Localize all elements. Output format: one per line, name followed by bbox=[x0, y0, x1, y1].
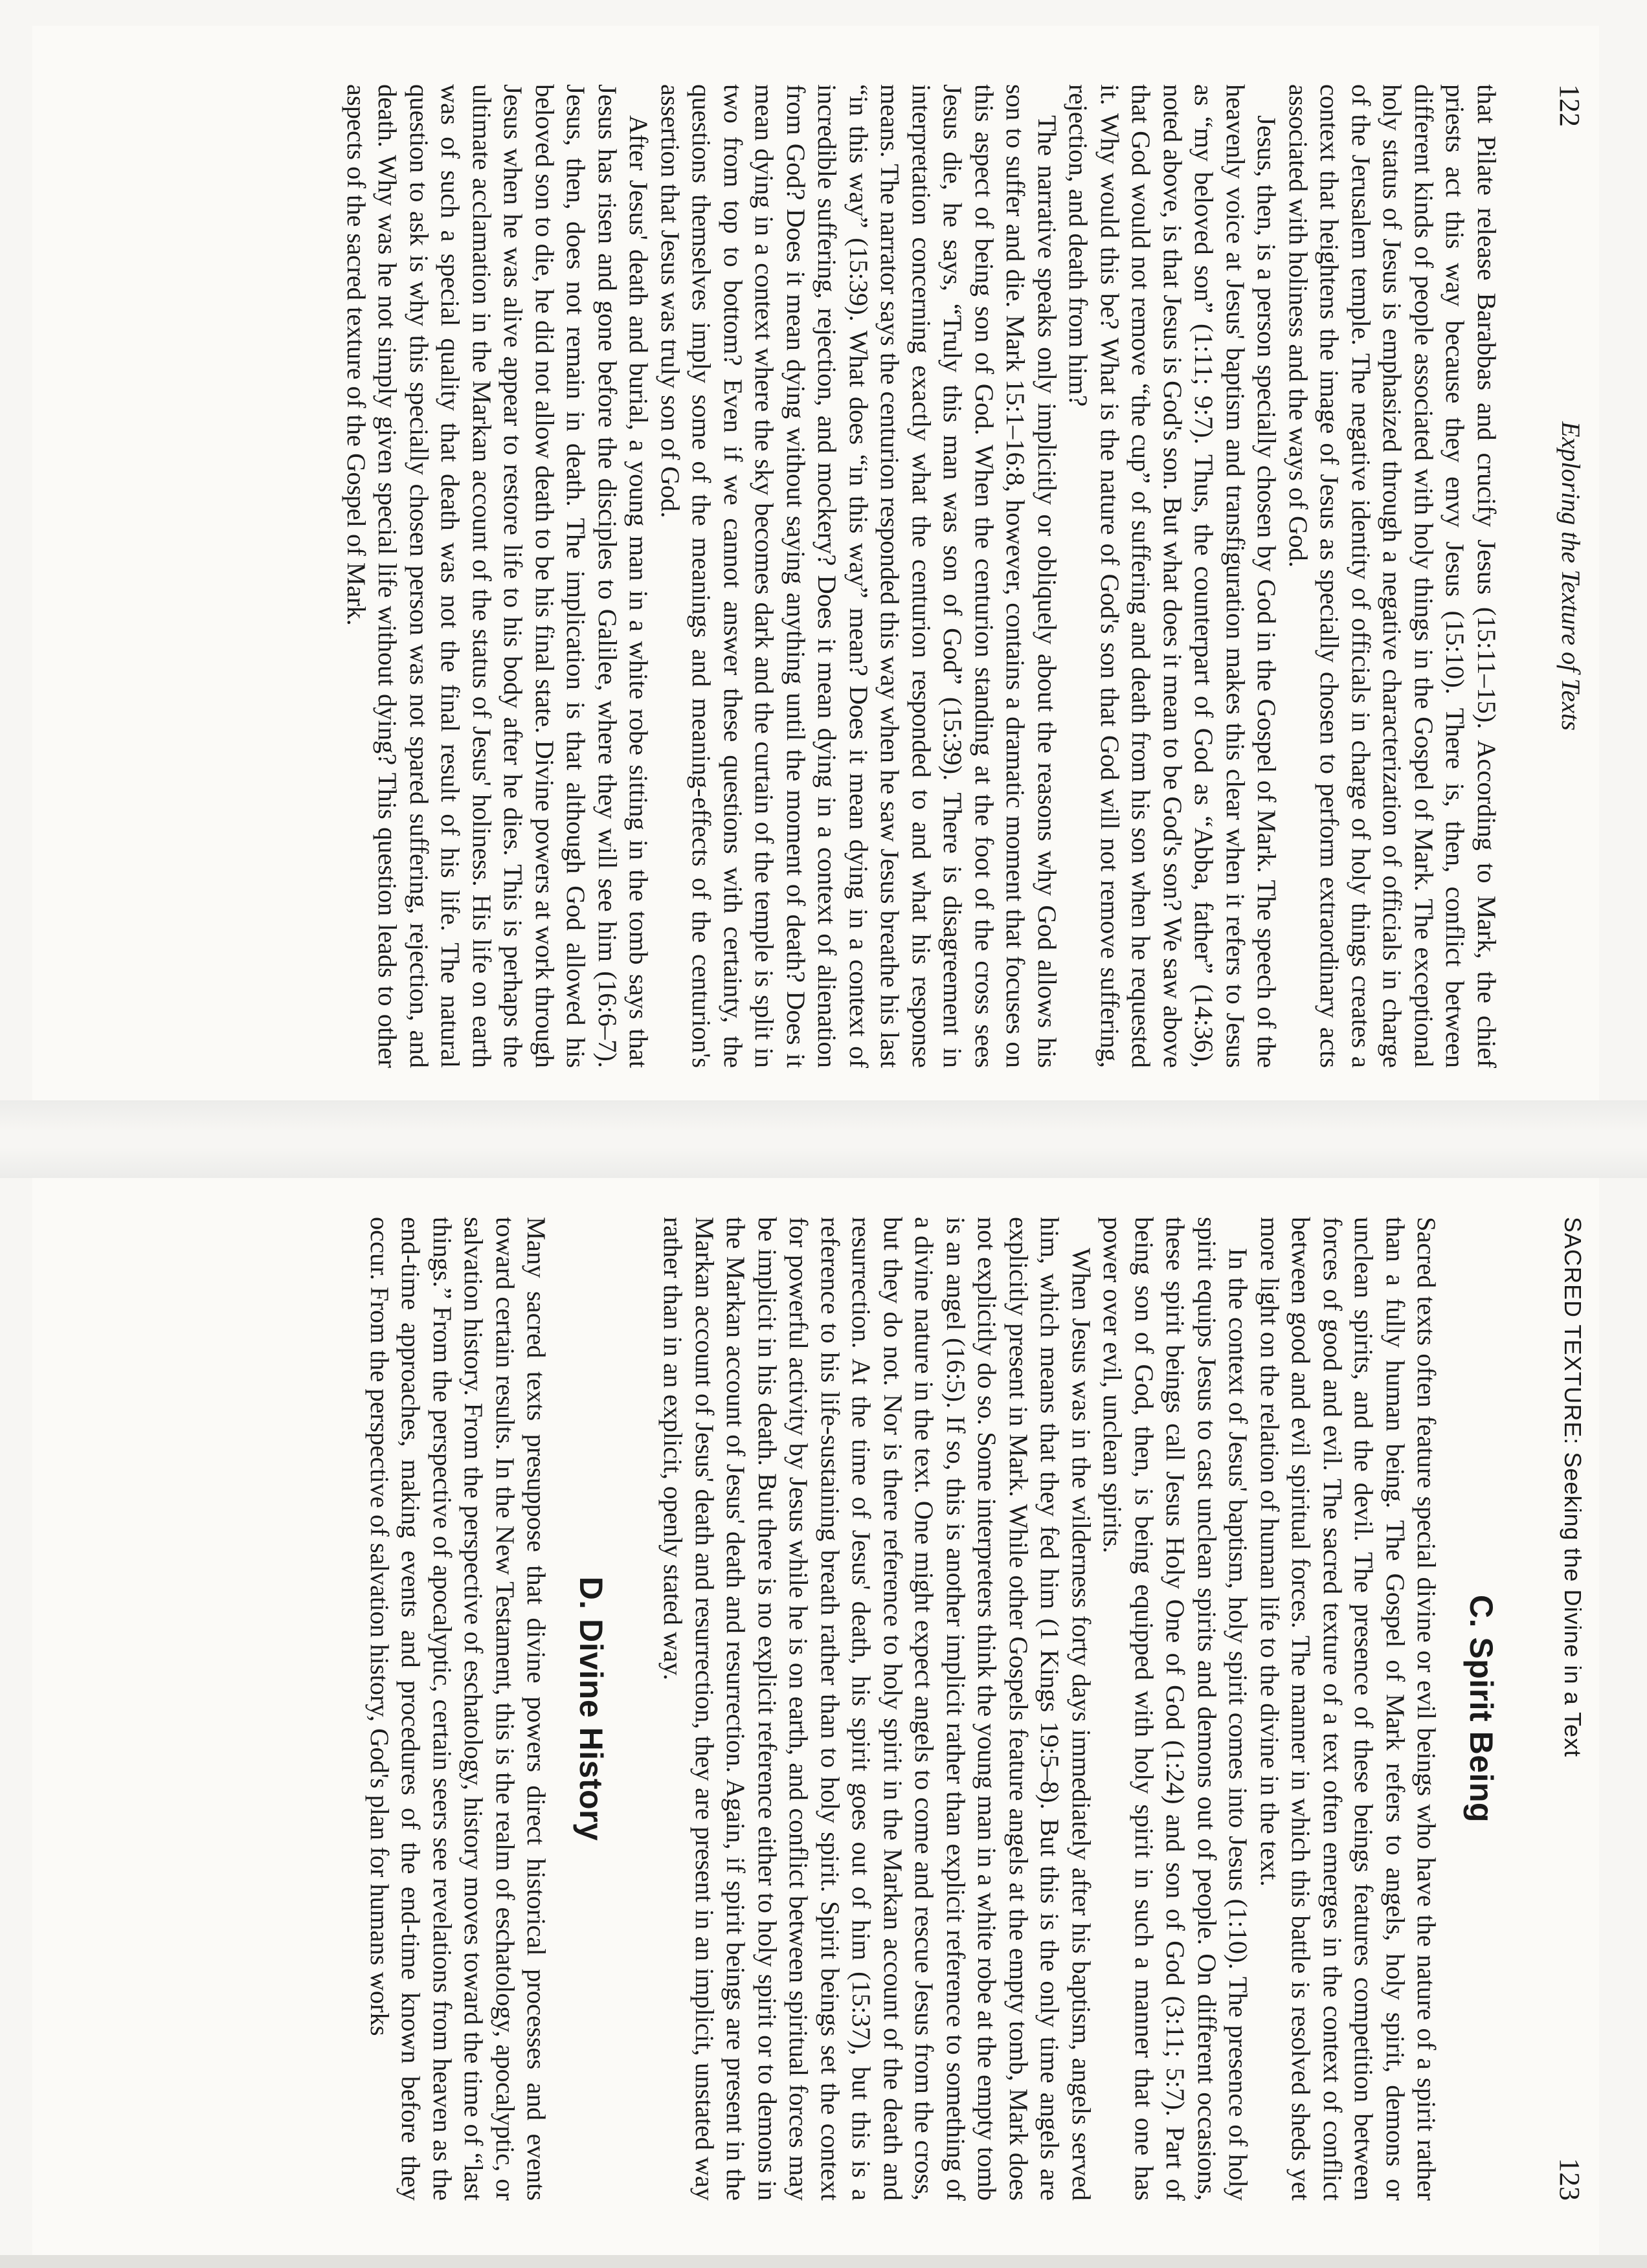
section-heading-divine-history: D. Divine History bbox=[573, 1576, 609, 1841]
running-head-title: SACRED TEXTURE: Seeking the Divine in a Text bbox=[1560, 1217, 1586, 1757]
page-body bbox=[71, 84, 1502, 1068]
body-paragraph: The narrative speaks only implicitly or obliquely about the reasons why God allows his son to suffer and die. Mark 15:1–16:8, however, contains a dramatic moment that focuses on this aspect of being son of God. When the centurion standing at the foot of the cross sees Jesus die, he says, “Truly this man was son of God” (15:39). There is disagreement in interpretation concerning exactly what the centurion responded to and what his response means. The narrator says the centurion responded this way when he saw Jesus breathe his last “in this way” (15:39). What does “in this way” mean? Does it mean dying in a context of incredible suffering, rejection, and mockery? Does it mean dying in a context of alienation from God? Does it mean dying without saying anything until the moment of death? Does it mean dying in a context where the sky becomes dark and the curtain of the temple is split in two from top to bottom? Even if we cannot answer these questions with certainty, the questions themselves imply some of the meanings and meaning-effects of the centurion's assertion that Jesus was truly son of God. bbox=[656, 84, 1062, 1068]
running-head bbox=[1534, 84, 1586, 1068]
page-number: 122 bbox=[1554, 84, 1585, 127]
page-body bbox=[71, 1217, 1502, 2201]
body-paragraph: In the context of Jesus' baptism, holy spirit comes into Jesus (1:10). The presence of holy spirit equips Jesus to cast unclean spirits and demons out of people. On different occasions, these spirit beings call Jesus Holy One of God (1:24) and son of God (3:11; 5:7). Part of being son of God, then, is being equipped with holy spirit in such a manner that one has power over evil, unclean spirits. bbox=[1098, 1217, 1253, 2201]
body-paragraph: When Jesus was in the wilderness forty days immediately after his baptism, angels served him, which means that they fed him (1 Kings 19:5–8). But this is the only time angels are explicitly present in Mark. While other Gospels feature angels at the empty tomb, Mark does not explicitly do so. Some interpreters think the young man in a white robe at the empty tomb is an angel (16:5). If so, this is another implicit rather than explicit reference to something of a divine nature in the text. One might expect angels to come and rescue Jesus from the cross, but they do not. Nor is there reference to holy spirit in the Markan account of the death and resurrection. At the time of Jesus' death, his spirit goes out of him (15:37), but this is a reference to his life-sustaining breath rather than to holy spirit. Spirit beings set the context for powerful activity by Jesus while he is on earth, and conflict between spiritual forces may be implicit in his death. But there is no explicit reference either to holy spirit or to demons in the Markan account of Jesus' death and resurrection. Again, if spirit beings are present in the Markan account of Jesus' death and resurrection, they are present in an implicit, unstated way rather than in an explicit, openly stated way. bbox=[658, 1217, 1096, 2201]
section-heading-spirit-being: C. Spirit Being bbox=[1463, 1595, 1499, 1823]
right-page bbox=[32, 1159, 1599, 2259]
page-edge bbox=[0, 2255, 1647, 2268]
body-paragraph: After Jesus' death and burial, a young man in a white robe sitting in the tomb says that Jesus has risen and gone before the disciples to Galilee, where they will see him (16:6–7). Jesus, then, does not remain in death. The implication is that although God allowed his beloved son to die, he did not allow death to be his final state. Divine powers at work through Jesus when he was alive appear to restore life to his body after he dies. This is perhaps the ultimate acclamation in the Markan account of the status of Jesus' holiness. His life on earth was of such a special quality that death was not the final result of his life. The natural question to ask is why this specially chosen person was not spared suffering, rejection, and death. Why was he not simply given special life without dying? This question leads to other aspects of the sacred texture of the Gospel of Mark. bbox=[342, 84, 654, 1068]
left-page bbox=[32, 26, 1599, 1126]
page-number: 123 bbox=[1554, 2158, 1585, 2201]
running-head-title: Exploring the Texture of Texts bbox=[1556, 421, 1585, 731]
section-spacer bbox=[612, 1217, 657, 2201]
body-paragraph: Many sacred texts presuppose that divine powers direct historical processes and events toward certain results. In the New Testament, this is the realm of eschatology, apocalyptic, or salvation history. From the perspective of eschatology, history moves toward the time of “last things.” From the perspective of apocalyptic, certain seers see revelations from heaven as the end-time approaches, making events and procedures of the end-time known before they occur. From the perspective of salvation history, God's plan for humans works bbox=[365, 1217, 552, 2201]
book-gutter bbox=[0, 1100, 1647, 1178]
running-head bbox=[1534, 1217, 1586, 2201]
body-paragraph: Jesus, then, is a person specially chosen by God in the Gospel of Mark. The speech of the heavenly voice at Jesus' baptism and transfiguration makes this clear when it refers to Jesus as “my beloved son” (1:11; 9:7). Thus, the counterpart of God as “Abba, father” (14:36), noted above, is that Jesus is God's son. But what does it mean to be God's son? We saw above that God would not remove “the cup” of suffering and death from his son when he requested it. Why would this be? What is the nature of God's son that God will not remove suffering, rejection, and death from him? bbox=[1064, 84, 1282, 1068]
body-paragraph: that Pilate release Barabbas and crucify Jesus (15:11–15). According to Mark, the chief priests act this way because they envy Jesus (15:10). There is, then, conflict between different kinds of people associated with holy things in the Gospel of Mark. The exceptional holy status of Jesus is emphasized through a negative characterization of officials in charge of the Jerusalem temple. The negative identity of officials in charge of holy things creates a context that heightens the image of Jesus as specially chosen to perform extraordinary acts associated with holiness and the ways of God. bbox=[1284, 84, 1501, 1068]
body-paragraph: Sacred texts often feature special divine or evil beings who have the nature of a spirit rather than a fully human being. The Gospel of Mark refers to angels, holy spirit, demons or unclean spirits, and the devil. The presence of these beings features competition between forces of good and evil. The sacred texture of a text often emerges in the context of conflict between good and evil spiritual forces. The manner in which this battle is resolved sheds yet more light on the relation of human life to the divine in the text. bbox=[1255, 1217, 1442, 2201]
